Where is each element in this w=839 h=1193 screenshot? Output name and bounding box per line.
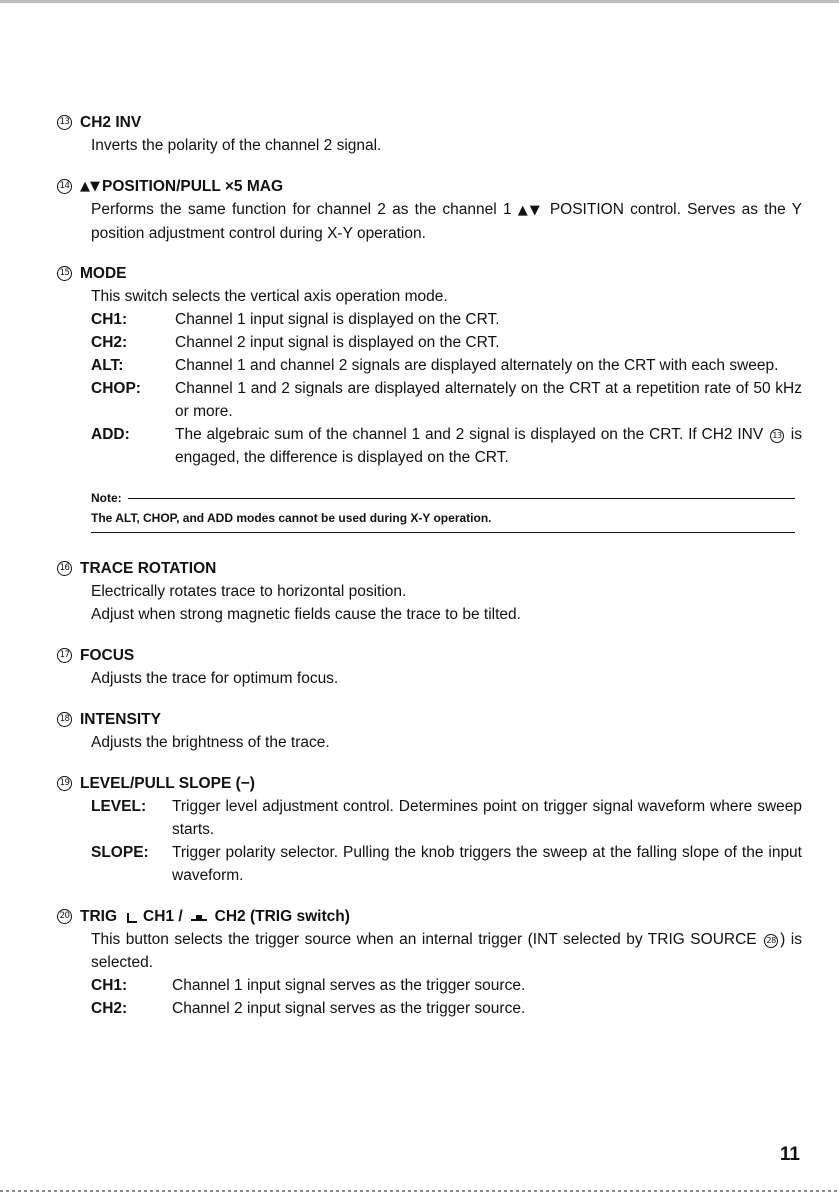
mode-desc: Channel 1 input signal is displayed on the CRT.	[175, 311, 500, 328]
control-term: LEVEL:	[91, 798, 147, 815]
section-focus	[57, 644, 802, 690]
section-title: CH2 INV	[80, 114, 142, 131]
source-item	[91, 974, 802, 997]
divider	[128, 498, 795, 499]
bottom-edge-line	[0, 1190, 839, 1192]
section-text	[91, 198, 802, 245]
text-part: Performs the same function for channel 2 as the channel 1	[91, 201, 512, 218]
section-level-pull-slope	[57, 772, 802, 887]
item-number-badge: 15	[57, 266, 72, 281]
mode-term: ALT:	[91, 357, 124, 374]
section-heading	[57, 644, 802, 667]
control-item	[91, 795, 802, 841]
section-heading	[57, 905, 802, 928]
item-number-badge: 20	[57, 909, 72, 924]
item-number-badge: 13	[57, 115, 72, 130]
section-intensity	[57, 708, 802, 754]
section-heading	[57, 175, 802, 198]
section-title: TRACE ROTATION	[80, 560, 217, 577]
mode-item	[91, 377, 802, 423]
mode-item	[91, 308, 802, 331]
top-edge-line	[0, 0, 839, 3]
section-text: Electrically rotates trace to horizontal position.	[91, 583, 407, 600]
mode-term: CHOP:	[91, 380, 141, 397]
control-term: SLOPE:	[91, 844, 149, 861]
section-title: CH1 /	[143, 908, 183, 925]
source-term: CH1:	[91, 977, 128, 994]
item-number-badge: 17	[57, 648, 72, 663]
section-title: POSITION/PULL ×5 MAG	[102, 178, 284, 195]
section-trig-switch	[57, 905, 802, 1020]
text-part: The algebraic sum of the channel 1 and 2 signal is displayed on the CRT. If CH2 INV	[175, 426, 764, 443]
section-intro: This switch selects the vertical axis operation mode.	[91, 288, 448, 305]
mode-term: CH1:	[91, 311, 128, 328]
source-term: CH2:	[91, 1000, 128, 1017]
section-text: Adjusts the brightness of the trace.	[91, 734, 330, 751]
page-number: 11	[779, 1144, 800, 1165]
text-part: ) is selected.	[91, 931, 802, 971]
item-number-badge: 14	[57, 179, 72, 194]
up-down-arrow-icon: ▲▼	[517, 203, 542, 218]
section-heading	[57, 708, 802, 731]
mode-desc: Channel 1 and channel 2 signals are displayed alternately on the CRT with each sweep.	[175, 357, 779, 374]
section-position-pull-mag	[57, 175, 802, 245]
section-text: Adjust when strong magnetic fields cause the trace to be tilted.	[91, 606, 521, 623]
item-number-badge: 18	[57, 712, 72, 727]
pushed-button-icon	[127, 913, 137, 923]
divider	[91, 532, 795, 533]
mode-item	[91, 331, 802, 354]
reference-number-badge: 13	[770, 429, 784, 443]
note-text: The ALT, CHOP, and ADD modes cannot be used during X-Y operation.	[91, 511, 492, 525]
control-desc: Trigger polarity selector. Pulling the knob triggers the sweep at the falling slope of the input waveform.	[172, 844, 802, 884]
section-title: TRIG	[80, 908, 118, 925]
reference-number-badge: 28	[764, 934, 778, 948]
text-part: POSITION control. Serves as the Y position adjustment control during X-Y operation.	[91, 201, 802, 242]
text-part: is engaged, the difference is displayed on the CRT.	[175, 426, 802, 466]
section-title: INTENSITY	[80, 711, 161, 728]
control-item	[91, 841, 802, 887]
control-desc: Trigger level adjustment control. Determines point on trigger signal waveform where sweep starts.	[172, 798, 802, 838]
mode-item	[91, 354, 802, 377]
mode-item	[91, 423, 802, 469]
section-title: LEVEL/PULL SLOPE (−)	[80, 775, 255, 792]
source-desc: Channel 2 input signal serves as the trigger source.	[172, 1000, 526, 1017]
section-title: CH2 (TRIG switch)	[214, 908, 350, 925]
section-text: Inverts the polarity of the channel 2 signal.	[91, 137, 382, 154]
section-heading	[57, 111, 802, 134]
mode-term: ADD:	[91, 426, 130, 443]
mode-desc	[175, 423, 802, 469]
mode-desc: Channel 1 and 2 signals are displayed alternately on the CRT at a repetition rate of 50 kHz or more.	[175, 380, 802, 420]
up-down-arrow-icon: ▲▼	[80, 179, 100, 194]
note-label: Note:	[91, 491, 122, 505]
item-number-badge: 16	[57, 561, 72, 576]
section-text: Adjusts the trace for optimum focus.	[91, 670, 339, 687]
section-title: FOCUS	[80, 647, 135, 664]
text-part: This button selects the trigger source when an internal trigger (INT selected by TRIG SOURCE	[91, 931, 757, 948]
mode-desc: Channel 2 input signal is displayed on the CRT.	[175, 334, 500, 351]
section-trace-rotation	[57, 557, 802, 626]
section-heading	[57, 772, 802, 795]
mode-term: CH2:	[91, 334, 128, 351]
source-desc: Channel 1 input signal serves as the trigger source.	[172, 977, 526, 994]
item-number-badge: 19	[57, 776, 72, 791]
released-button-icon	[191, 913, 207, 921]
section-heading	[57, 557, 802, 580]
note-box	[91, 490, 795, 533]
section-mode	[57, 262, 802, 469]
source-item	[91, 997, 802, 1020]
section-title: MODE	[80, 265, 127, 282]
section-ch2-inv	[57, 111, 802, 157]
section-text	[91, 928, 802, 974]
section-heading	[57, 262, 802, 285]
